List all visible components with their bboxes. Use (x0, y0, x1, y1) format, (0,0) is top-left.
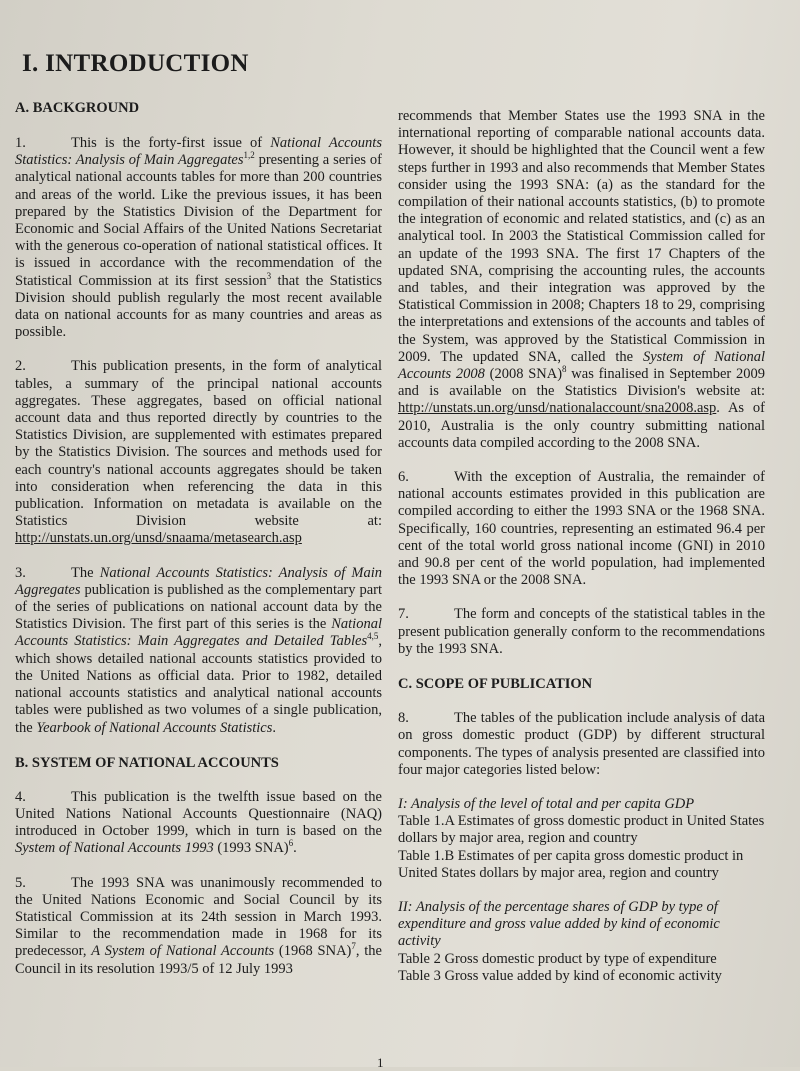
paragraph-number: 6. (398, 469, 409, 486)
paragraph-text: (1968 SNA) (274, 943, 352, 960)
left-column (15, 100, 382, 978)
table-entry: Table 1.B Estimates of per capita gross domestic product in United States dollars by major area, region and country (398, 847, 744, 881)
chapter-title: I. INTRODUCTION (22, 50, 249, 77)
table-entry: Table 1.A Estimates of gross domestic product in United States dollars by major area, region and country (398, 813, 765, 847)
sna2008-link[interactable]: http://unstats.un.org/unsd/nationalaccount/sna2008.asp (398, 400, 717, 417)
paragraph-8 (398, 710, 765, 779)
footnote-ref: 7 (351, 941, 356, 952)
publication-title: A System of National Accounts (91, 943, 275, 960)
category-title: I: Analysis of the level of total and per capita GDP (398, 795, 695, 812)
paragraph-number: 2. (15, 358, 26, 375)
paragraph-text: (2008 SNA) (484, 366, 563, 383)
paragraph-3 (15, 565, 382, 737)
publication-title: National Accounts Statistics: Main Aggregates and Detailed Tables (15, 616, 382, 650)
publication-title: National Accounts Statistics: Analysis of Main Aggregates (15, 564, 382, 598)
paragraph-text: . As of 2010, Australia is the only country submitting national accounts data compiled according to the 2008 SNA. (398, 400, 765, 451)
paragraph-5 (15, 875, 382, 978)
section-heading-system: B. SYSTEM OF NATIONAL ACCOUNTS (15, 754, 279, 771)
paragraph-text: , which shows detailed national accounts statistics provided to the United Nations as official data. Prior to 1982, detailed national accounts statistics and analytical national accounts tables were published as two volumes of a single publication, the (15, 633, 382, 736)
paragraph-text: This publication presents, in the form of analytical tables, a summary of the principal national accounts aggregates. These aggregates, based on official national account data and thus reported directly by countries to the Statistics Division, are supplemented with estimates prepared by the Statistics Division. The sources and methods used for each country's national accounts aggregates should be taken into consideration when referencing the data in this publication. Information on metadata is available on the Statistics Division website at: (15, 358, 382, 530)
paragraph-text: . (272, 719, 277, 736)
paragraph-text: , the Council in its resolution 1993/5 of 12 July 1993 (15, 943, 382, 977)
footnote-ref: 1,2 (243, 150, 255, 161)
paragraph-5-continued (398, 108, 765, 452)
right-column (398, 108, 765, 985)
paragraph-text: The (71, 564, 100, 581)
paragraph-number: 7. (398, 606, 409, 623)
paragraph-text: This is the forty-first issue of (71, 135, 271, 151)
paragraph-text: With the exception of Australia, the remainder of national accounts estimates provided in this publication are compiled according to either the 1993 SNA or the 1968 SNA. Specifically, 160 countries, representing an estimated 96.4 per cent of the total world gross national income (GNI) in 2010 and 90.8 per cent of the world population, had implemented the 1993 SNA or the 2008 SNA. (398, 469, 765, 589)
metadata-link[interactable]: http://unstats.un.org/unsd/snaama/metasearch.asp (15, 530, 302, 547)
paragraph-6 (398, 469, 765, 589)
table-entry: Table 3 Gross value added by kind of economic activity (398, 967, 722, 984)
section-heading-scope: C. SCOPE OF PUBLICATION (398, 676, 593, 693)
publication-title: System of National Accounts 2008 (398, 348, 765, 383)
paragraph-text: presenting a series of analytical national accounts tables for more than 200 countries and areas of the world. Like the previous issues, it has been prepared by the Statistics Division of the Department for Economic and Social Affairs of the United Nations Secretariat with the generous co-operation of national statistical offices. It is issued in accordance with the recommendation of the Statistical Commission at its first session (15, 152, 382, 289)
category-2 (398, 899, 765, 985)
footnote-ref: 8 (562, 364, 567, 375)
publication-title: National Accounts Statistics: Analysis of Main Aggregates (15, 135, 382, 169)
paragraph-text: publication is published as the complementary part of the series of publications on national account data by the Statistics Division. The first part of this series is the (15, 581, 382, 633)
paragraph-number: 3. (15, 564, 26, 581)
paragraph-number: 5. (15, 874, 26, 891)
paragraph-text: The tables of the publication include analysis of data on gross domestic product (GDP) by different structural components. The types of analysis presented are classified into four major categories listed below: (398, 710, 765, 778)
category-1 (398, 796, 765, 882)
paragraph-2 (15, 358, 382, 547)
paragraph-text: The 1993 SNA was unanimously recommended to the United Nations Economic and Social Council by its Statistical Commission at its 24th session in March 1993. Similar to the recommendation made in 1968 for its predecessor, (15, 874, 382, 960)
publication-title: Yearbook of National Accounts Statistics (36, 719, 273, 736)
footnote-ref: 6 (288, 838, 294, 849)
paragraph-text: This publication is the twelfth issue based on the United Nations National Accounts Questionnaire (NAQ) introduced in October 1999, which in turn is based on the (15, 788, 382, 840)
paragraph-text: (1993 SNA) (213, 840, 289, 857)
footnote-ref: 4,5 (367, 631, 379, 642)
paragraph-7 (398, 606, 765, 658)
paragraph-4 (15, 789, 382, 858)
paragraph-number: 8. (398, 710, 409, 727)
paragraph-text: . (293, 840, 297, 857)
page-number: 1 (377, 1055, 384, 1070)
paragraph-1 (15, 135, 382, 341)
category-title: II: Analysis of the percentage shares of GDP by type of expenditure and gross value added by kind of economic activity (398, 898, 720, 950)
paragraph-text: that the Statistics Division should publish regularly the most recent available data on national accounts for as many countries and areas as possible. (15, 272, 382, 341)
footnote-ref: 3 (266, 270, 272, 281)
paragraph-text: recommends that Member States use the 1993 SNA in the international reporting of comparable national accounts data. However, it should be highlighted that the Council went a few steps further in 1993 and also recommends that Member States consider using the 1993 SNA: (a) as the standard for the compilation of their national accounts statistics, (b) to promote the integration of economic and related statistics, and (c) as an analytical tool. In 2003 the Statistical Commission called for an update of the 1993 SNA. The first 17 Chapters of the updated SNA, comprising the accounting rules, the accounts and tables, and their integration was approved by the Statistical Commission in 2008; Chapters 18 to 29, comprising the interpretations and extensions of the accounts and tables of the System, was approved by the Statistical Commission in 2009. The updated SNA, called the (398, 108, 765, 365)
paragraph-number: 1. (15, 135, 26, 151)
section-heading-background: A. BACKGROUND (15, 100, 140, 116)
paragraph-number: 4. (15, 788, 26, 805)
publication-title: System of National Accounts 1993 (15, 840, 214, 857)
table-entry: Table 2 Gross domestic product by type of expenditure (398, 950, 717, 967)
paragraph-text: The form and concepts of the statistical tables in the present publication generally conform to the recommendations by the 1993 SNA. (398, 606, 765, 657)
paragraph-text: was finalised in September 2009 and is available on the Statistics Division's website at: (398, 366, 766, 400)
